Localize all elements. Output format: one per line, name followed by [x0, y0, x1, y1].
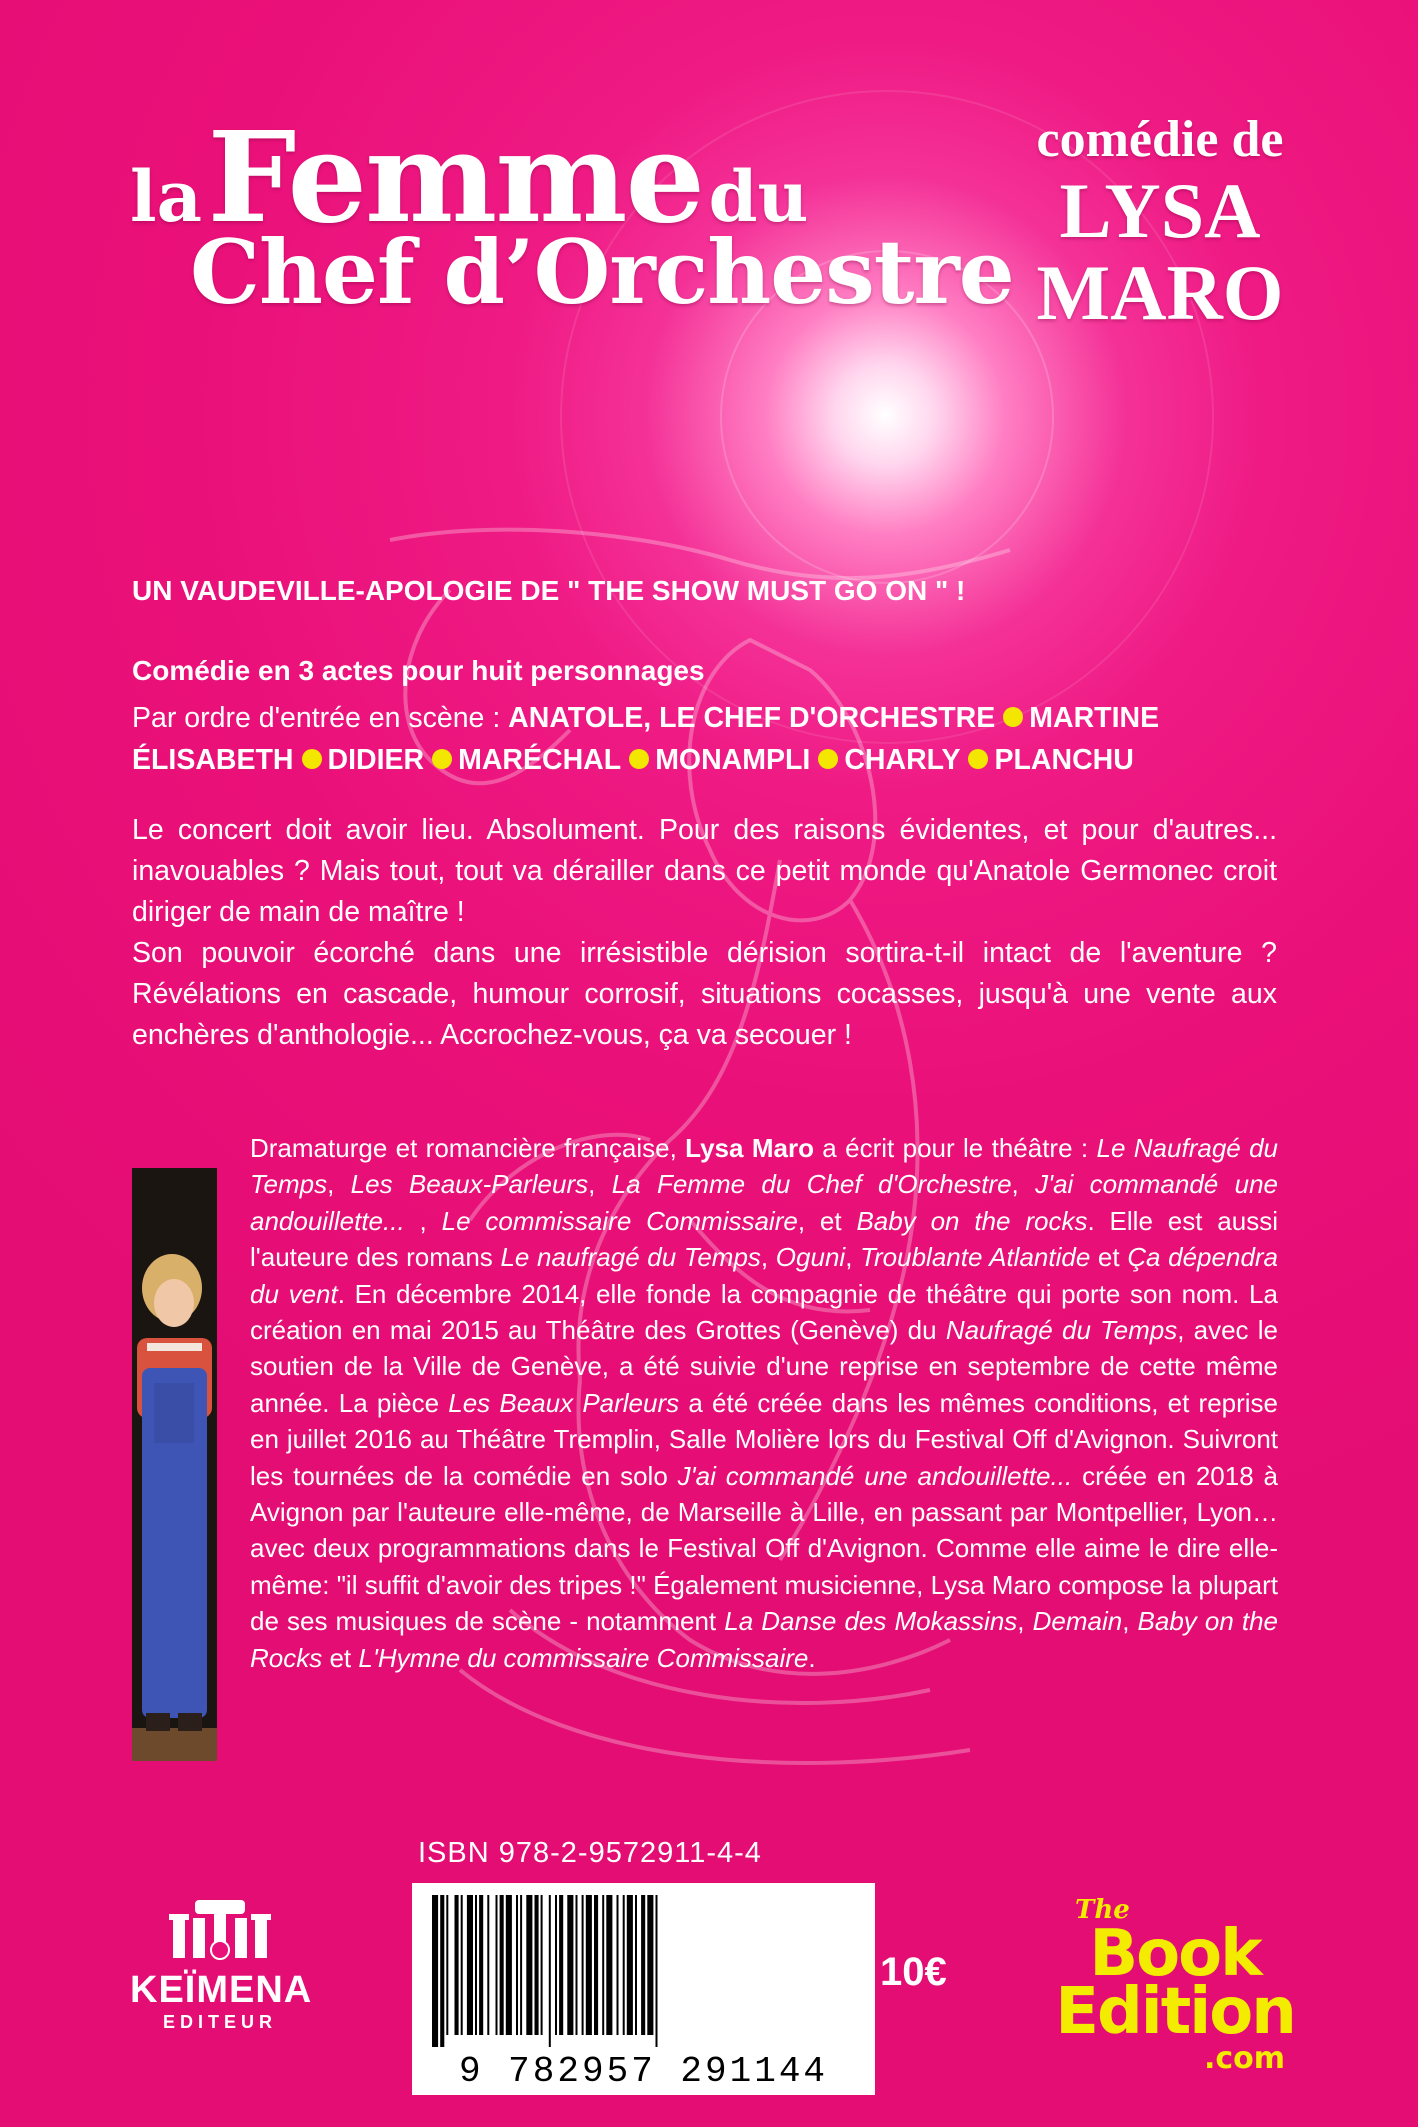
barcode-bar	[520, 1895, 522, 2035]
bio-text: . Elle est aussi l'auteure des romans	[250, 1205, 1278, 1273]
author-photo-illustration	[132, 1168, 217, 1761]
bio-text: a écrit pour le théâtre :	[813, 1133, 1097, 1163]
barcode-bar	[567, 1895, 573, 2035]
printer-logo-the: The	[1075, 1895, 1130, 1925]
printer-logo-com: .com	[1203, 2041, 1285, 2076]
bio-text: .	[808, 1642, 816, 1673]
bullet-dot-icon	[432, 749, 452, 769]
barcode-bar	[467, 1895, 473, 2035]
cast-character: ANATOLE, LE CHEF D'ORCHESTRE	[508, 702, 996, 734]
bio-work-title: La Femme du Chef d'Orchestre	[611, 1169, 1012, 1200]
barcode-bar	[635, 1895, 637, 2035]
bio-text: ,	[588, 1169, 612, 1200]
barcode-bar	[446, 1895, 448, 2035]
title-femme: Femme	[207, 105, 704, 251]
barcode-bar	[479, 1895, 483, 2035]
isbn-number: ISBN 978-2-9572911-4-4	[418, 1837, 762, 1869]
bio-work-title: Ça dépendra du vent	[250, 1242, 1279, 1309]
barcode-bar	[555, 1895, 557, 2035]
barcode-bar	[606, 1895, 612, 2035]
author-photo	[132, 1168, 217, 1761]
barcode-bar	[496, 1895, 498, 2035]
title-du: du	[708, 155, 809, 238]
bio-text: ,	[1011, 1169, 1036, 1200]
bio-work-title: Troublante Atlantide	[860, 1242, 1091, 1273]
bio-work-title: Le naufragé du Temps	[500, 1242, 761, 1273]
barcode-bar	[549, 1895, 551, 2047]
synopsis-paragraph: Son pouvoir écorché dans une irrésistible dérision sortira-t-il intact de l'aventure ? Révélations en cascade, humour corrosif, situations cocasses, jusqu'à une vente aux enchères d'anthologie... Accrochez-vous, ça va secouer !	[132, 937, 1277, 1051]
author-first-name: LYSA	[1059, 167, 1261, 254]
barcode-bar	[461, 1895, 463, 2035]
title-chef-orchestre: Chef d’Orchestre	[190, 220, 1014, 324]
barcode-bar	[506, 1895, 512, 2035]
bio-work-title: Le commissaire Commissaire	[441, 1205, 798, 1236]
price: 10€	[880, 1950, 947, 1994]
barcode-bar	[475, 1895, 477, 2035]
bullet-dot-icon	[968, 749, 988, 769]
bio-text: et	[1090, 1242, 1128, 1273]
barcode-bar	[641, 1895, 645, 2035]
bio-work-title: J'ai commandé une andouillette...	[677, 1460, 1073, 1491]
cast-character: DIDIER	[327, 744, 425, 776]
bio-work-title: Naufragé du Temps	[945, 1315, 1178, 1346]
bio-work-title: Demain	[1032, 1606, 1123, 1637]
barcode-bar	[500, 1895, 504, 2035]
synopsis	[132, 810, 1277, 1056]
bio-work-title: Les Beaux Parleurs	[448, 1387, 680, 1418]
barcode-bar	[582, 1895, 584, 2035]
barcode-bar	[656, 1895, 658, 2047]
barcode-bar	[623, 1895, 625, 2035]
columns-logo-icon	[165, 1900, 275, 1960]
cast-intro: Par ordre d'entrée en scène :	[132, 702, 501, 734]
bullet-dot-icon	[629, 749, 649, 769]
bio-text: ,	[1122, 1606, 1138, 1637]
barcode-digits: 9 782957 291144	[458, 2051, 829, 2092]
bio-work-title: La Danse des Mokassins	[724, 1606, 1018, 1637]
author-biography	[250, 1130, 1278, 1676]
author-prefix: comédie de	[1036, 111, 1284, 168]
bio-work-title: Oguni	[775, 1242, 846, 1273]
barcode	[412, 1883, 875, 2095]
bio-work-title: Le Naufragé du Temps	[250, 1133, 1279, 1200]
cast-character: ÉLISABETH	[132, 744, 294, 776]
printer-logo-edition: Edition	[1055, 1975, 1295, 2049]
barcode-bar	[627, 1895, 633, 2035]
publisher-name: KEÏMENA	[130, 1969, 313, 2011]
barcode-bar	[594, 1895, 598, 2035]
cast-character: MONAMPLI	[655, 744, 811, 776]
bio-text: ,	[845, 1242, 861, 1273]
tagline: UN VAUDEVILLE-APOLOGIE DE " THE SHOW MUST GO ON " !	[132, 575, 966, 606]
bullet-dot-icon	[1003, 707, 1023, 727]
barcode-bar	[432, 1895, 438, 2047]
author-block	[1010, 110, 1310, 334]
barcode-bar	[576, 1895, 578, 2035]
cast-list	[132, 697, 1277, 781]
barcode-bar	[647, 1895, 653, 2035]
play-subtitle: Comédie en 3 actes pour huit personnages	[132, 655, 705, 686]
bullet-dot-icon	[302, 749, 322, 769]
barcode-bar	[586, 1895, 592, 2035]
barcode-bar	[440, 1895, 444, 2047]
barcode-bar	[541, 1895, 543, 2035]
barcode-bar	[559, 1895, 563, 2035]
bio-text: . En décembre 2014, elle fonde la compagnie de théâtre qui porte son nom. La création en mai 2015 au Théâtre des Grottes (Genève) du	[250, 1278, 1278, 1346]
cast-character: MARTINE	[1029, 702, 1160, 734]
title-article: la	[130, 155, 202, 238]
cast-character: PLANCHU	[994, 744, 1134, 776]
bio-text: ,	[404, 1205, 442, 1236]
bio-text: ,	[327, 1169, 351, 1200]
bio-text: , et	[797, 1205, 857, 1236]
synopsis-paragraph: Le concert doit avoir lieu. Absolument. Pour des raisons évidentes, et pour d'autres... inavouables ? Mais tout, tout va dérailler dans ce petit monde qu'Anatole Germonec croit diriger de main de maître !	[132, 814, 1277, 928]
barcode-bar	[602, 1895, 604, 2035]
bio-work-title: Baby on the Rocks	[250, 1606, 1279, 1673]
bio-work-title: L'Hymne du commissaire Commissaire	[358, 1642, 809, 1673]
barcode-bar	[455, 1895, 459, 2035]
printer-logo	[1045, 1895, 1305, 2076]
bio-work-title: Les Beaux-Parleurs	[350, 1169, 589, 1200]
cast-character: CHARLY	[844, 744, 961, 776]
barcode-bar	[617, 1895, 619, 2035]
bio-text: ,	[760, 1242, 776, 1273]
bio-text: ,	[1017, 1606, 1033, 1637]
bio-text: et	[322, 1642, 359, 1673]
bio-author-name: Lysa Maro	[685, 1133, 814, 1163]
cast-character: MARÉCHAL	[458, 744, 622, 776]
book-title-line2	[190, 220, 1014, 324]
publisher-logo	[130, 1900, 313, 2033]
publisher-subtitle: EDITEUR	[162, 2012, 277, 2032]
bio-text: Dramaturge et romancière française,	[250, 1133, 686, 1163]
bio-text: a été créée dans les mêmes conditions, et reprise en juillet 2016 au Théâtre Tremplin, Salle Molière lors du Festival Off d'Avignon. Suivront les tournées de la comédie en solo	[250, 1387, 1279, 1491]
bullet-dot-icon	[818, 749, 838, 769]
bio-text: , avec le soutien de la Ville de Genève, a été suivie d'une reprise en septembre de cette même année. La pièce	[250, 1315, 1279, 1418]
bio-work-title: J'ai commandé une andouillette...	[250, 1169, 1278, 1236]
bio-text: créée en 2018 à Avignon par l'auteure elle-même, de Marseille à Lille, en passant par Montpellier, Lyon… avec deux programmations dans le Festival Off d'Avignon. Comme elle aime le dire elle-même: "il suffit d'avoir des tripes !" Également musicienne, Lysa Maro compose la plupart de ses musiques de scène - notamment	[250, 1460, 1279, 1637]
barcode-bar	[535, 1895, 539, 2035]
barcode-bar	[487, 1895, 489, 2035]
barcode-bars	[432, 1895, 855, 2047]
printer-logo-book: Book	[1089, 1917, 1261, 1991]
author-last-name: MARO	[1036, 249, 1284, 336]
barcode-bar	[516, 1895, 518, 2035]
bio-work-title: Baby on the rocks	[856, 1205, 1088, 1236]
barcode-bar	[526, 1895, 532, 2035]
